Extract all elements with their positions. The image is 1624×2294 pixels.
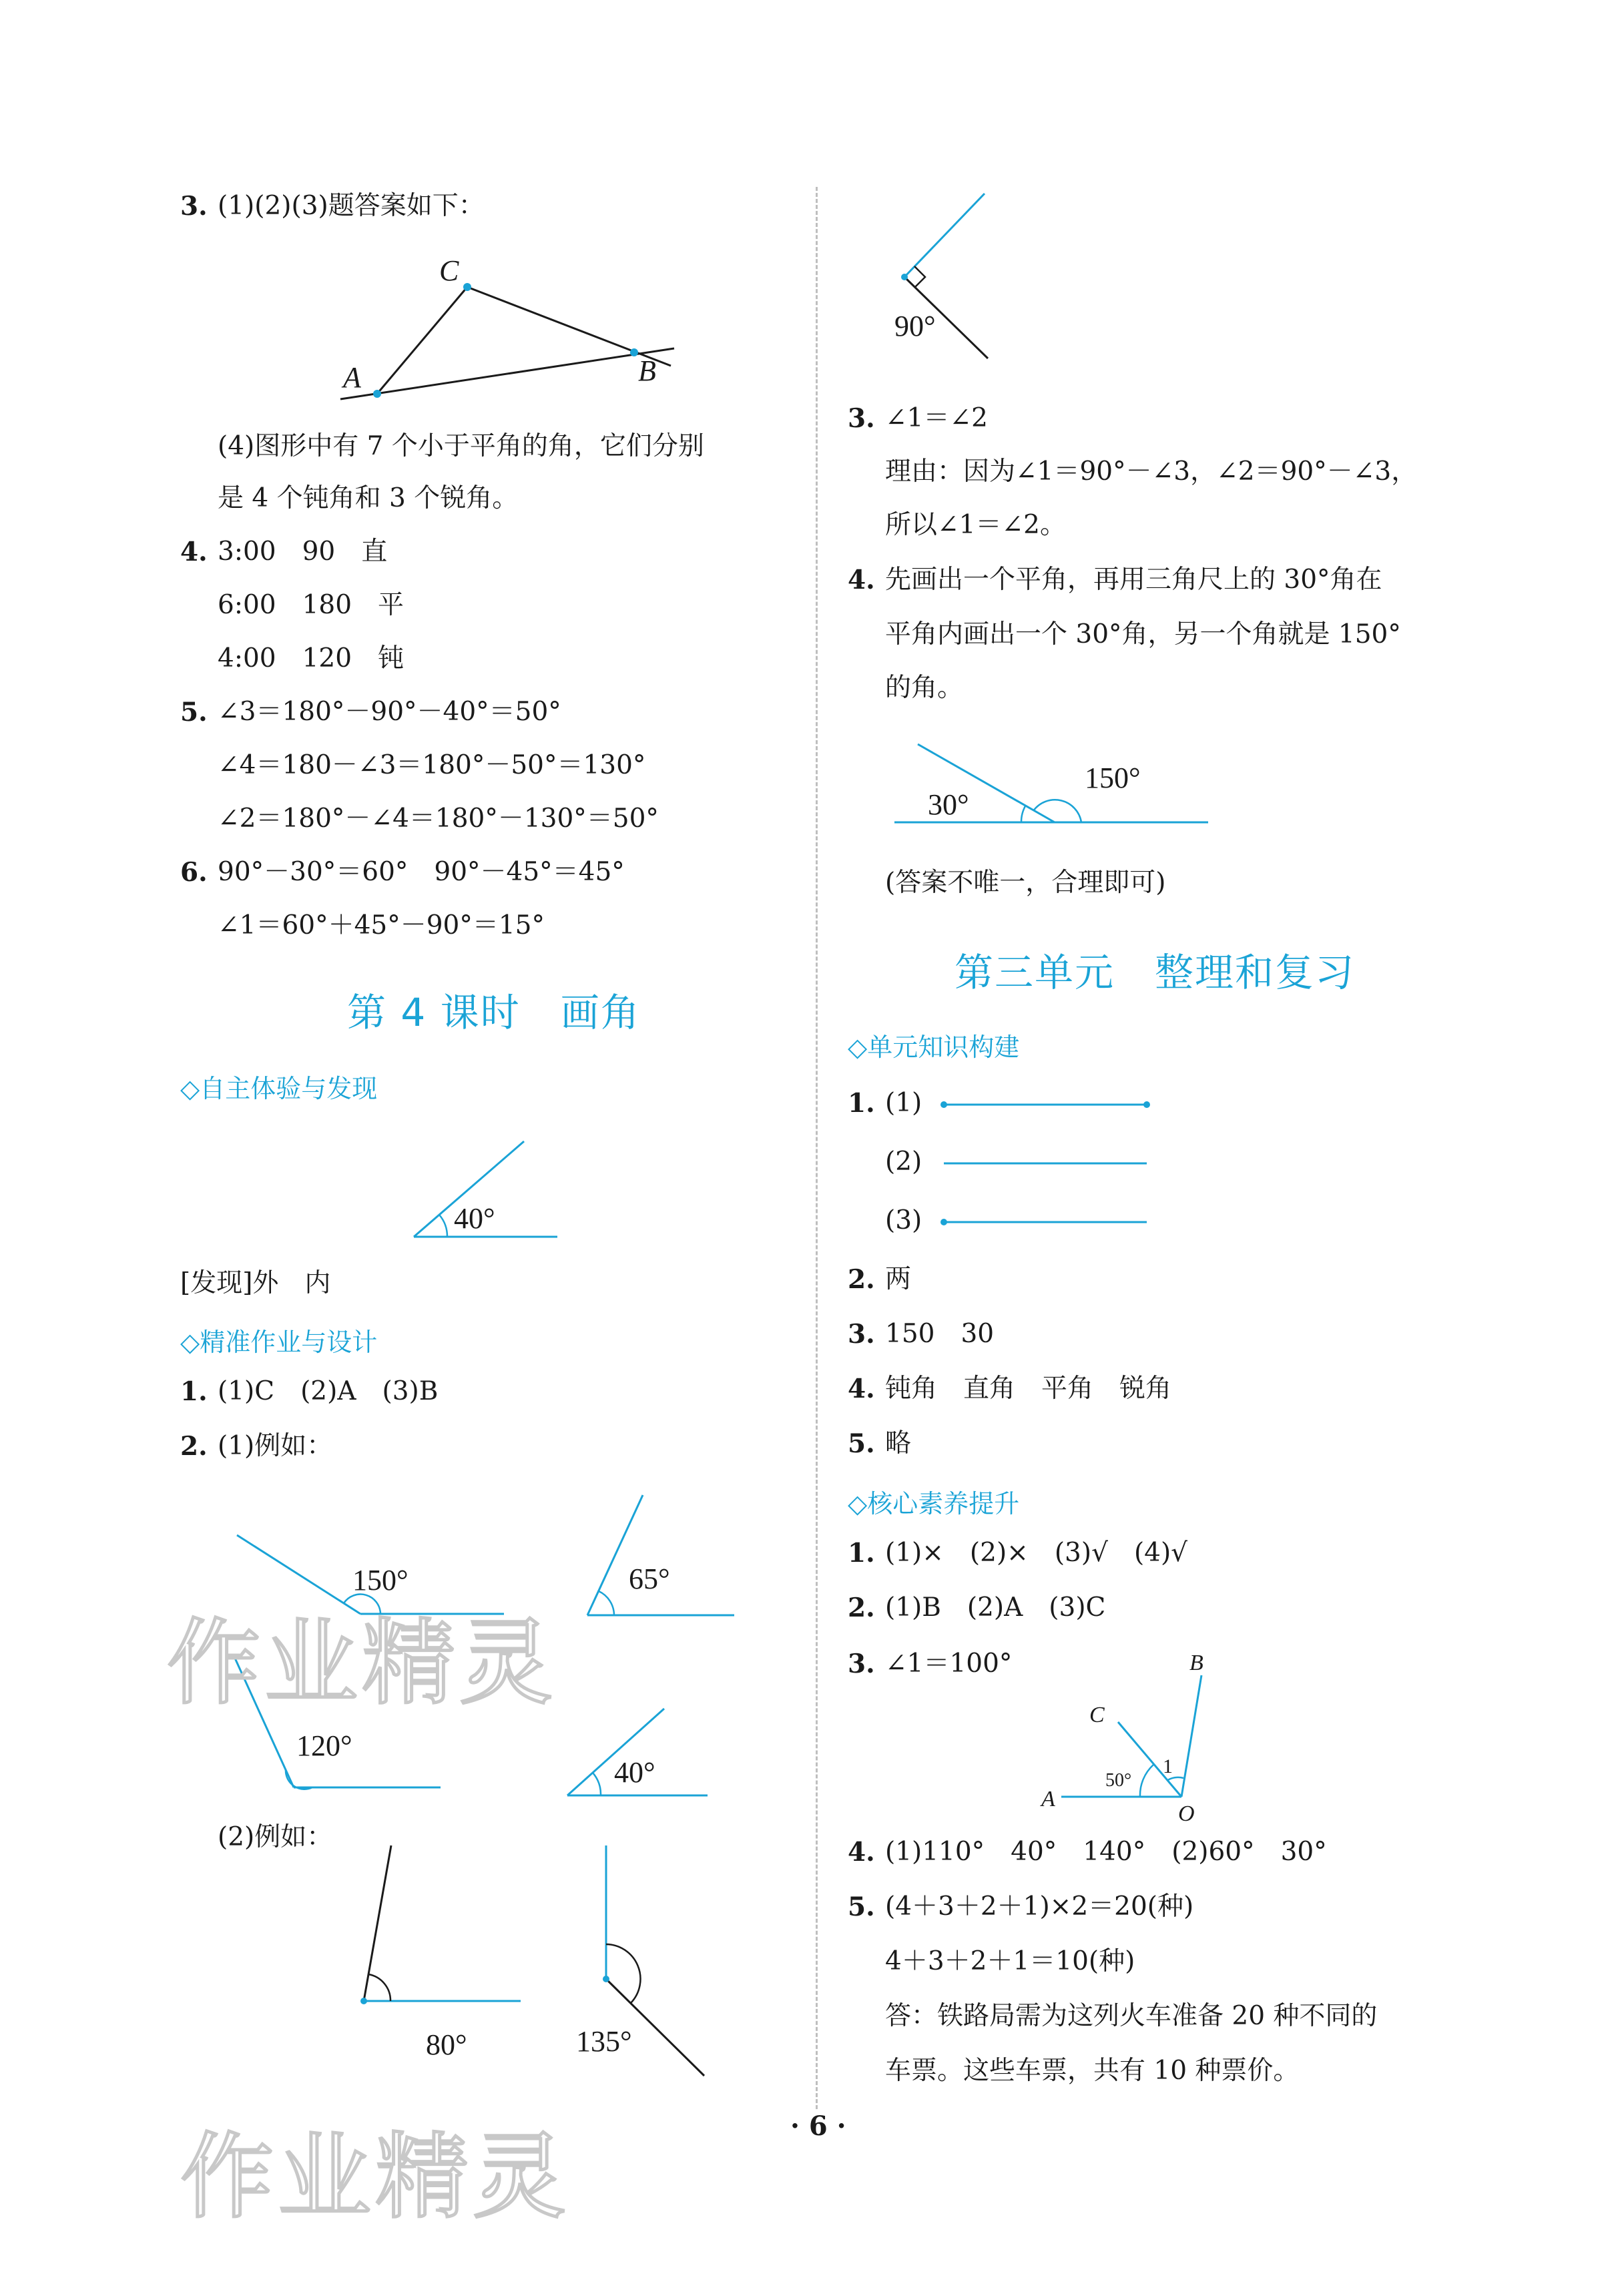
ray-figure <box>934 1212 1155 1232</box>
section-heading: ◇自主体验与发现 <box>180 1074 378 1103</box>
question-number: 3. <box>180 191 208 222</box>
q4-line: 3:00 90 直 <box>218 537 388 567</box>
angle-label: 1 <box>1163 1755 1173 1777</box>
question-number: 3. <box>848 403 875 434</box>
answer-note: (答案不唯一，合理即可) <box>885 868 1166 898</box>
c1-answer: (1)× (2)× (3)√ (4)√ <box>885 1538 1188 1568</box>
lesson-title: 第 4 课时 画角 <box>347 990 641 1035</box>
q4-line: 4:00 120 钝 <box>218 643 404 673</box>
section-heading: ◇精准作业与设计 <box>180 1328 378 1357</box>
question-number: 1. <box>848 1538 875 1568</box>
q3-4-line1: (4)图形中有 7 个小于平角的角，它们分别 <box>218 431 704 461</box>
c5-line: (4＋3＋2＋1)×2＝20(种) <box>885 1892 1194 1922</box>
r-q4-line1: 先画出一个平角，再用三角尺上的 30°角在 <box>885 565 1382 595</box>
c5-line: 车票。这些车票，共有 10 种票价。 <box>885 2056 1300 2086</box>
angle-65-figure <box>581 1488 741 1622</box>
triangle-figure <box>334 247 681 407</box>
question-number: 3. <box>848 1649 875 1679</box>
angle-30-150-figure <box>888 734 1222 834</box>
q6-line: 90°－30°＝60° 90°－45°＝45° <box>218 857 625 887</box>
label-c: C <box>1089 1703 1105 1727</box>
r-q3-line3: 所以∠1＝∠2。 <box>885 510 1066 540</box>
question-number: 2. <box>848 1593 875 1623</box>
angle-label: 120° <box>296 1729 352 1762</box>
angle-label: 40° <box>614 1756 655 1789</box>
angle-label: 50° <box>1105 1770 1132 1791</box>
angle-40-figure <box>407 1135 567 1241</box>
label-a: A <box>343 361 361 394</box>
watermark: 作业精灵 <box>167 1609 557 1718</box>
label-b: B <box>1189 1651 1203 1675</box>
question-number: 5. <box>848 1892 875 1922</box>
column-divider <box>816 187 818 2109</box>
k1-label: (1) <box>885 1088 922 1118</box>
question-number: 4. <box>848 1837 875 1868</box>
segment-figure <box>934 1095 1155 1115</box>
line-figure <box>934 1153 1155 1173</box>
c2-answer: (1)B (2)A (3)C <box>885 1593 1106 1623</box>
c3-answer: ∠1＝100° <box>885 1649 1013 1679</box>
angle-aob-figure <box>1041 1649 1242 1826</box>
c5-line: 答：铁路局需为这列火车准备 20 种不同的 <box>885 2001 1378 2031</box>
k4-answer: 钝角 直角 平角 锐角 <box>885 1374 1172 1404</box>
question-number: 6. <box>180 857 208 888</box>
question-number: 5. <box>180 697 208 728</box>
c5-line: 4＋3＋2＋1＝10(种) <box>885 1946 1135 1976</box>
unit-title: 第三单元 整理和复习 <box>955 950 1356 995</box>
section-heading: ◇单元知识构建 <box>848 1033 1020 1062</box>
r-q4-line3: 的角。 <box>885 673 964 703</box>
label-b: B <box>638 354 656 387</box>
question-number: 4. <box>180 537 208 567</box>
label-o: O <box>1178 1801 1195 1826</box>
question-number: 5. <box>848 1428 875 1459</box>
k2-answer: 两 <box>885 1264 912 1294</box>
angle-90-figure <box>868 190 1001 364</box>
angle-label: 30° <box>928 788 969 821</box>
angle-135-figure <box>574 1839 728 2079</box>
r-q4-line2: 平角内画出一个 30°角，另一个角就是 150° <box>885 619 1401 649</box>
angle-label: 40° <box>454 1202 495 1235</box>
label-a: A <box>1041 1787 1055 1811</box>
k1-label: (3) <box>885 1205 922 1235</box>
angle-40b-figure <box>561 1702 714 1802</box>
angle-80-figure <box>354 1842 527 2061</box>
angle-label: 135° <box>576 2025 632 2058</box>
question-number: 1. <box>848 1088 875 1119</box>
question-number: 2. <box>848 1264 875 1295</box>
angle-label: 150° <box>352 1564 409 1597</box>
angle-label: 90° <box>894 310 936 342</box>
page-number: · 6 · <box>790 2110 846 2142</box>
k3-answer: 150 30 <box>885 1319 995 1349</box>
r-q3-line2: 理由：因为∠1＝90°－∠3，∠2＝90°－∠3， <box>885 457 1418 487</box>
q3-4-line2: 是 4 个钝角和 3 个锐角。 <box>218 483 519 513</box>
q6-line: ∠1＝60°＋45°－90°＝15° <box>218 910 545 940</box>
angle-label: 80° <box>426 2028 467 2061</box>
p1-answer: (1)C (2)A (3)B <box>218 1376 439 1406</box>
q5-line: ∠4＝180－∠3＝180°－50°＝130° <box>218 750 646 780</box>
k5-answer: 略 <box>885 1428 912 1458</box>
question-number: 1. <box>180 1376 208 1407</box>
angle-label: 65° <box>629 1562 670 1595</box>
discover-text: [发现]外 内 <box>180 1268 331 1298</box>
angle-label: 150° <box>1085 762 1141 794</box>
k1-label: (2) <box>885 1147 922 1177</box>
q5-line: ∠2＝180°－∠4＝180°－130°＝50° <box>218 804 659 834</box>
q5-line: ∠3＝180°－90°－40°＝50° <box>218 697 561 727</box>
q4-line: 6:00 180 平 <box>218 590 404 620</box>
r-q3-line1: ∠1＝∠2 <box>885 403 988 433</box>
question-number: 4. <box>848 1374 875 1404</box>
watermark: 作业精灵 <box>180 2123 571 2232</box>
c4-answer: (1)110° 40° 140° (2)60° 30° <box>885 1837 1327 1867</box>
q3-intro: (1)(2)(3)题答案如下： <box>218 191 485 221</box>
p2-answer: (1)例如： <box>218 1431 333 1461</box>
label-c: C <box>439 254 459 287</box>
p2-2-answer: (2)例如： <box>218 1822 333 1852</box>
question-number: 4. <box>848 565 875 595</box>
section-heading: ◇核心素养提升 <box>848 1489 1020 1518</box>
question-number: 3. <box>848 1319 875 1350</box>
question-number: 2. <box>180 1431 208 1462</box>
